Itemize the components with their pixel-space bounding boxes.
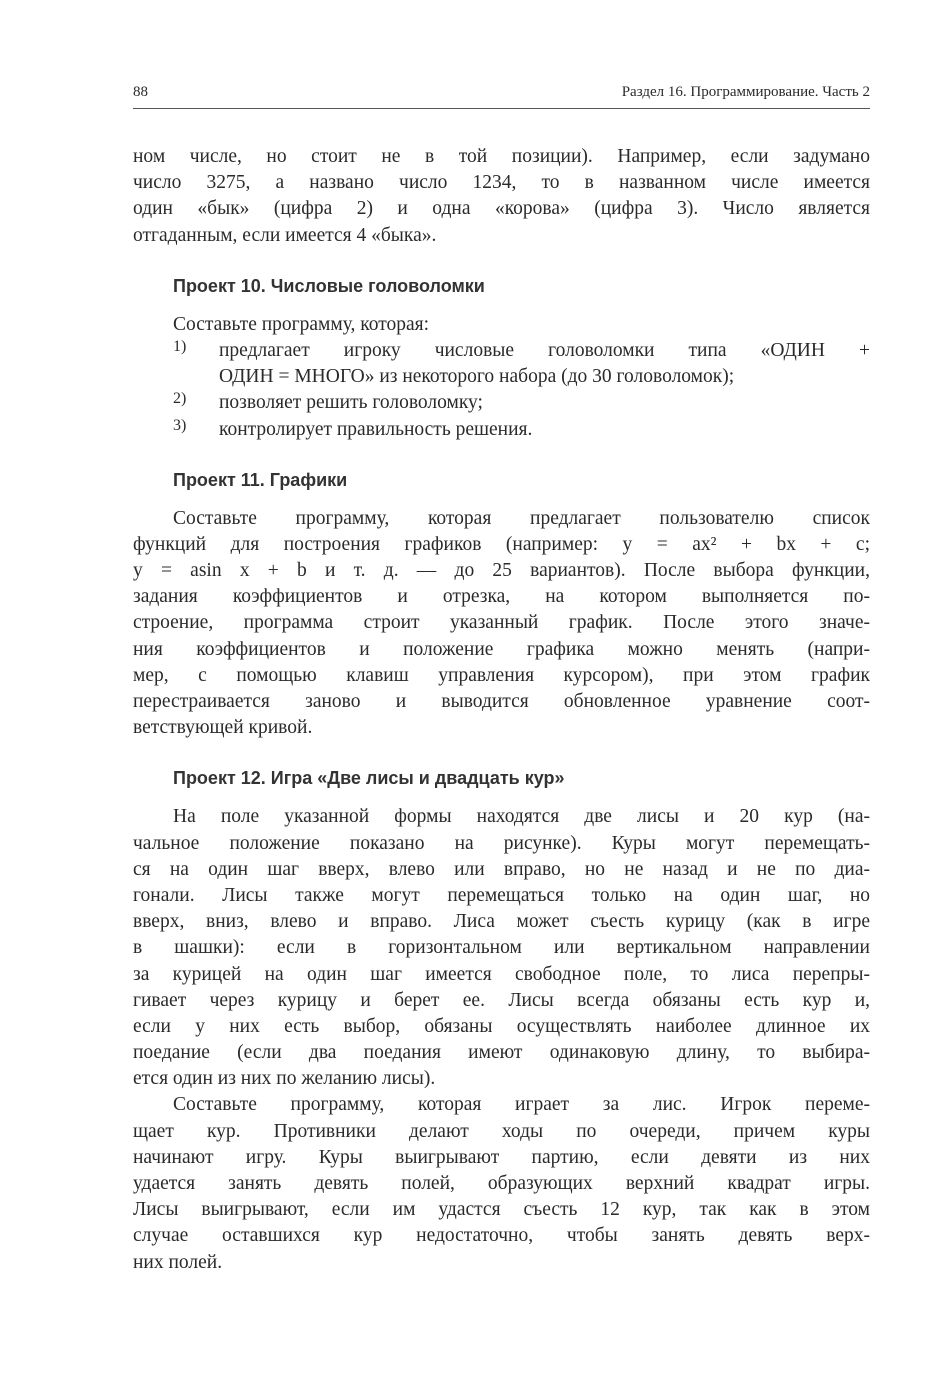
running-header [133, 84, 870, 106]
page-number: 88 [133, 84, 148, 100]
text-line: щает кур. Противники делают ходы по очереди, причем куры [133, 1120, 870, 1142]
project-11-paragraph [133, 506, 870, 742]
text-line: функций для построения графиков (например: y = ax² + bx + c; [133, 533, 870, 555]
list-item-text: ОДИН = МНОГО» из некоторого набора (до 30 головоломок); [219, 366, 735, 388]
spacer [133, 741, 870, 765]
list-number: 1) [173, 337, 187, 355]
list-number [173, 364, 219, 390]
text-line: поедание (если два поедания имеют одинаковую длину, то выбира- [133, 1042, 870, 1064]
spacer [133, 299, 870, 312]
text-line: чальное положение показано на рисунке). Куры могут перемещать- [133, 832, 870, 854]
list-number: 2) [173, 390, 187, 408]
text-line: начинают игру. Куры выигрывают партию, если девяти из них [133, 1146, 870, 1168]
project-12-heading: Проект 12. Игра «Две лисы и двадцать кур» [173, 768, 565, 789]
spacer [133, 249, 870, 273]
list-item-text: контролирует правильность решения. [219, 418, 533, 440]
header-rule [133, 108, 870, 109]
text-line: Лисы выигрывают, если им удастся съесть 12 кур, так как в этом [133, 1199, 870, 1221]
list-item [173, 338, 870, 364]
text-line: перестраивается заново и выводится обновленное уравнение соот- [133, 691, 870, 712]
spacer [133, 493, 870, 506]
text-line: ется один из них по желанию лисы). [133, 1068, 436, 1090]
text-line: ния коэффициентов и положение графика можно менять (напри- [133, 638, 870, 660]
text-line: мер, с помощью клавиш управления курсором), при этом график [133, 664, 870, 686]
project-10-heading: Проект 10. Числовые головоломки [173, 275, 485, 296]
text-line: случае оставшихся кур недостаточно, чтобы занять девять верх- [133, 1225, 870, 1247]
text-line: удается занять девять полей, образующих верхний квадрат игры. [133, 1173, 870, 1194]
text-line: один «бык» (цифра 2) и одна «корова» (цифра 3). Число является [133, 198, 870, 220]
text-line: за курицей на один шаг имеется свободное поле, то лиса перепры- [133, 963, 870, 985]
project-10-list [133, 338, 870, 443]
text-line: гивает через курицу и берет ее. Лисы всегда обязаны есть кур и, [133, 989, 870, 1011]
spacer [133, 443, 870, 467]
text-line: строение, программа строит указанный график. После этого значе- [133, 612, 870, 634]
project-10-lead: Составьте программу, которая: [173, 313, 430, 335]
section-title: Раздел 16. Программирование. Часть 2 [621, 84, 870, 100]
text-line: ся на один шаг вверх, влево или вправо, но не назад и не по диа- [133, 858, 870, 880]
text-line: если у них есть выбор, обязаны осуществлять наиболее длинное их [133, 1015, 870, 1037]
project-11-heading: Проект 11. Графики [173, 469, 348, 490]
intro-paragraph [133, 144, 870, 249]
text-line: Составьте программу, которая играет за лис. Игрок переме- [173, 1094, 870, 1116]
text-line: число 3275, а названо число 1234, то в названном числе имеется [133, 172, 870, 194]
list-number: 3) [173, 416, 187, 434]
list-item-text: позволяет решить головоломку; [219, 392, 483, 414]
text-line: ветствующей кривой. [133, 717, 313, 739]
text-line: вверх, вниз, влево и вправо. Лиса может съесть курицу (как в игре [133, 911, 870, 933]
text-line: них полей. [133, 1251, 223, 1273]
text-line: y = asin x + b и т. д. — до 25 вариантов). После выбора функции, [133, 560, 870, 582]
text-line: в шашки): если в горизонтальном или вертикальном направлении [133, 937, 870, 959]
project-12-paragraph [133, 1092, 870, 1275]
text-line: задания коэффициентов и отрезка, на котором выполняется по- [133, 586, 870, 608]
project-12-paragraph [133, 804, 870, 1092]
list-item-text: предлагает игроку числовые головоломки типа «ОДИН + [219, 339, 870, 361]
list-item [173, 417, 870, 443]
list-item [173, 390, 870, 416]
text-line: Составьте программу, которая предлагает пользователю список [173, 507, 870, 529]
list-item [173, 364, 870, 390]
text-line: отгаданным, если имеется 4 «быка». [133, 224, 437, 246]
text-line: На поле указанной формы находятся две лисы и 20 кур (на- [173, 806, 870, 828]
page-body [133, 144, 870, 1276]
spacer [133, 791, 870, 804]
text-line: ном числе, но стоит не в той позиции). Например, если задумано [133, 146, 870, 167]
text-line: гонали. Лисы также могут перемещаться только на один шаг, но [133, 884, 870, 906]
